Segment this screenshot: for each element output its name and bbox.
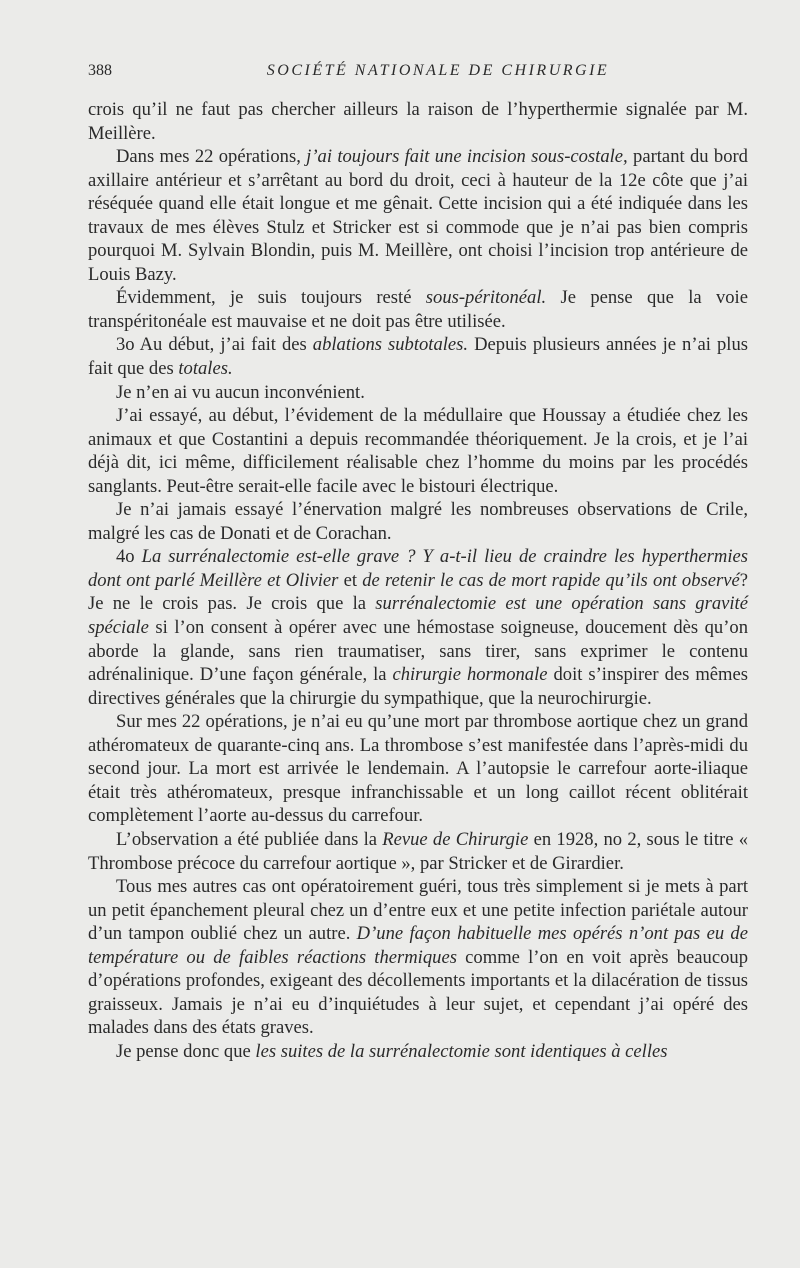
page-number: 388 [88,62,112,79]
italic-text: les suites de la surrénalectomie sont identiques à celles [255,1040,668,1062]
text-run: et [338,569,363,591]
italic-text: totales. [178,358,233,380]
paragraph [88,828,748,875]
text-run: Je pense donc que [116,1040,256,1062]
paragraph [88,498,748,545]
text-run: Tous mes autres cas ont opératoirement guéri, tous très simplement si je mets à part un petit épanchement pleural chez un d’entre eux et une petite infection pariétale autour d’un tampon oublié chez un autre. [88,876,748,945]
italic-text: surrénalectomie est une opération sans gravité spéciale [88,593,748,639]
paragraph [88,145,748,286]
text-run: Je n’ai jamais essayé l’énervation malgré les nombreuses observations de Crile, malgré les cas de Donati et de Corachan. [88,499,748,544]
paragraph [88,286,748,333]
text-run: Je n’en ai vu aucun inconvénient. [116,381,365,403]
page-header [88,62,748,86]
body-text [88,98,748,1063]
italic-text: chirurgie hormonale [392,664,548,686]
paragraph [88,875,748,1040]
paragraph [88,404,748,498]
text-run: 4o [116,546,142,568]
text-run: ? Je ne le crois pas. Je crois que la [88,569,749,615]
text-run: Je pense que la voie transpéritonéale est mauvaise et ne doit pas être utilisée. [88,287,748,332]
text-run: doit s’inspirer des mêmes directives générales que la chirurgie du sympathique, que la neurochirurgie. [88,664,748,709]
italic-text: D’une façon habituelle mes opérés n’ont pas eu de température ou de faibles réactions thermiques [88,923,748,968]
italic-text: La surrénalectomie est-elle grave ? Y a-t-il lieu de craindre les hyperthermies dont ont parlé Meillère et Olivier [88,546,748,591]
italic-text: ablations subtotales. [312,334,469,356]
text-run: Évidemment, je suis toujours resté [116,287,426,309]
text-run: Depuis plusieurs années je n’ai plus fait que des [88,334,748,380]
paragraph [88,98,748,145]
paragraph [88,545,748,710]
paragraph [88,333,748,380]
text-run: J’ai essayé, au début, l’évidement de la médullaire que Houssay a étudiée chez les animaux et que Costantini a depuis recommandée théoriquement. Je la crois, et je l’ai déjà dit, ici même, difficilement réalisable chez l’homme du moins par les procédés sanglants. Peut-être serait-elle facile avec le bistouri électrique. [88,405,748,497]
italic-text: sous-péritonéal. [425,287,547,309]
italic-text: j’ai toujours fait une incision sous-costale, [306,146,628,168]
paragraph [88,381,748,405]
text-run: L’observation a été publiée dans la [116,828,383,850]
text-run: Dans mes 22 opérations, [116,146,307,168]
text-run: comme l’on en voit après beaucoup d’opérations profondes, exigeant des décollements importants et la dilacération de tissus graisseux. Jamais je n’ai eu d’inquiétudes à leur sujet, et cependant j’ai opéré des malades dans des états graves. [88,946,748,1039]
text-run: en 1928, no 2, sous le titre « Thrombose précoce du carrefour aortique », par Stricker et de Girardier. [88,828,748,874]
text-run: partant du bord axillaire antérieur et s’arrêtant au bord du droit, ceci à hauteur de la 12e côte que j’ai réséquée quand elle était longue et me gênait. Cette incision qui a été indiquée dans les travaux de mes élèves Stulz et Stricker est si commode que je n’ai pas bien compris pourquoi M. Sylvain Blondin, puis M. Meillère, ont choisi l’incision trop antérieure de Louis Bazy. [88,146,748,285]
paragraph [88,1040,748,1064]
text-run: Sur mes 22 opérations, je n’ai eu qu’une mort par thrombose aortique chez un grand athéromateux de quarante-cinq ans. La thrombose s’est manifestée dans l’après-midi du second jour. La mort est arrivée le lendemain. A l’autopsie le carrefour aorte-iliaque était très athéromateux, presque infranchissable et un long caillot récent oblitérait complètement l’aorte au-dessus du carrefour. [88,711,748,827]
text-run: 3o Au début, j’ai fait des [116,334,313,356]
text-run: si l’on consent à opérer avec une hémostase soigneuse, doucement dès qu’on aborde la glande, sans rien traumatiser, sans tirer, sans exprimer le contenu adrénalinique. D’une façon générale, la [88,617,748,686]
running-title: SOCIÉTÉ NATIONALE DE CHIRURGIE [266,62,610,79]
italic-text: de retenir le cas de mort rapide qu’ils ont observé [362,569,740,591]
paragraph [88,710,748,828]
italic-text: Revue de Chirurgie [382,828,529,850]
text-run: crois qu’il ne faut pas chercher ailleurs la raison de l’hyperthermie signalée par M. Meillère. [88,99,748,144]
